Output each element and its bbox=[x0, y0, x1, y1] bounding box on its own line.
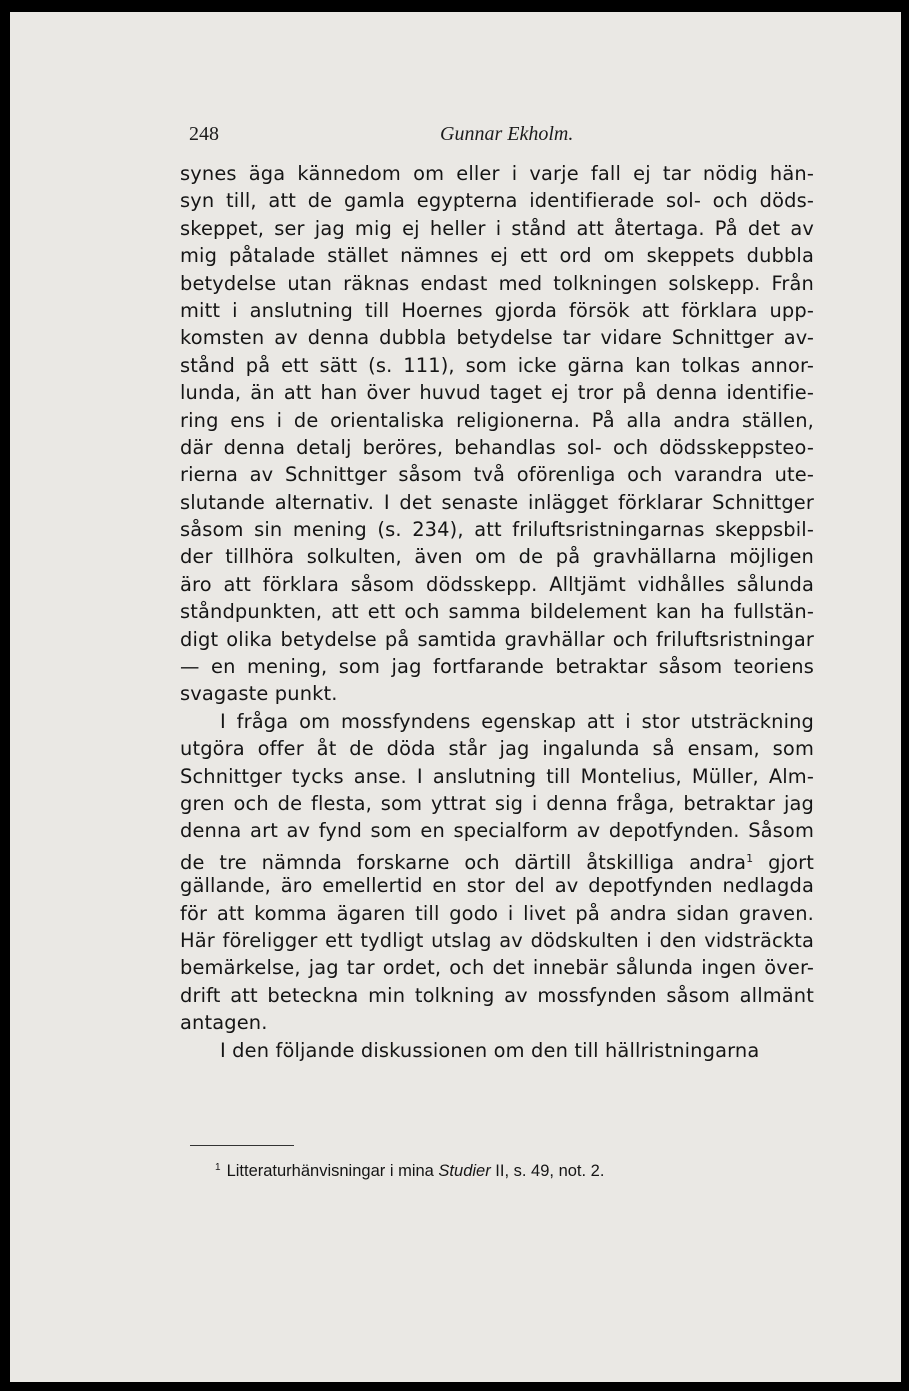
text-line-content: betydelse utan räknas endast med tolkningen solskepp. Från bbox=[180, 271, 814, 295]
text-line-content: syn till, att de gamla egypterna identifierade sol- och döds- bbox=[180, 189, 814, 213]
text-line bbox=[180, 817, 814, 844]
text-line bbox=[180, 872, 814, 899]
text-line-content: mitt i anslutning till Hoernes gjorda försök att förklara upp- bbox=[180, 298, 814, 322]
text-line-content: de tre nämnda forskarne och därtill åtskilliga andra bbox=[180, 850, 747, 874]
text-line-content: komsten av denna dubbla betydelse tar vidare Schnittger av- bbox=[180, 326, 814, 350]
text-line bbox=[180, 653, 814, 680]
text-line-content: drift att beteckna min tolkning av mossfynden såsom allmänt bbox=[180, 983, 814, 1007]
text-line bbox=[180, 379, 814, 406]
page-header bbox=[185, 117, 805, 157]
text-line-content: utgöra offer åt de döda står jag ingalunda så ensam, som bbox=[180, 737, 814, 761]
text-line-content: svagaste punkt. bbox=[180, 682, 338, 706]
text-line bbox=[180, 543, 814, 570]
text-line bbox=[180, 954, 814, 981]
footnote-marker: 1 bbox=[215, 1162, 221, 1173]
text-line bbox=[180, 242, 814, 269]
text-line bbox=[180, 680, 814, 707]
text-line bbox=[180, 982, 814, 1009]
text-line bbox=[180, 626, 814, 653]
text-line-content: såsom sin mening (s. 234), att friluftsristningarnas skeppsbil- bbox=[180, 518, 814, 542]
text-line-content: synes äga kännedom om eller i varje fall ej tar nödig hän- bbox=[180, 162, 814, 185]
text-line bbox=[180, 1037, 814, 1064]
text-line-content: digt olika betydelse på samtida gravhällar och friluftsristningar bbox=[180, 627, 814, 651]
text-line-content: denna art av fynd som en specialform av depotfynden. Såsom bbox=[180, 819, 814, 843]
text-line-content: lunda, än att han över huvud taget ej tror på denna identifie- bbox=[180, 381, 814, 405]
text-line bbox=[180, 708, 814, 735]
text-line-content: mig påtalade stället nämnes ej ett ord om skeppets dubbla bbox=[180, 244, 814, 268]
text-line-content: Schnittger tycks anse. I anslutning till Montelius, Müller, Alm- bbox=[180, 764, 814, 788]
text-line bbox=[180, 297, 814, 324]
text-line-content: där denna detalj beröres, behandlas sol- och dödsskeppsteo- bbox=[180, 435, 814, 459]
text-line bbox=[180, 900, 814, 927]
running-head: Gunnar Ekholm. bbox=[440, 123, 574, 145]
text-line bbox=[180, 352, 814, 379]
text-line-content: äro att förklara såsom dödsskepp. Alltjämt vidhålles sålunda bbox=[180, 572, 814, 596]
text-line bbox=[180, 571, 814, 598]
text-line-content: ståndpunkten, att ett och samma bildelement kan ha fullstän- bbox=[180, 600, 814, 624]
text-line-content: I fråga om mossfyndens egenskap att i stor utsträckning bbox=[220, 709, 814, 733]
text-line bbox=[180, 270, 814, 297]
text-line-tail: gjort bbox=[753, 850, 815, 874]
footnote-rule bbox=[190, 1145, 294, 1146]
text-line-content: rierna av Schnittger såsom två oförenliga och varandra ute- bbox=[180, 463, 814, 487]
text-line-content: gren och de flesta, som yttrat sig i denna fråga, betraktar jag bbox=[180, 791, 814, 815]
text-line bbox=[180, 461, 814, 488]
text-line bbox=[180, 489, 814, 516]
text-line bbox=[180, 1009, 814, 1036]
text-line bbox=[180, 845, 814, 872]
footnote-reference: 1 bbox=[746, 851, 754, 865]
text-line bbox=[180, 187, 814, 214]
text-line bbox=[180, 407, 814, 434]
text-line-content: slutande alternativ. I det senaste inlägget förklarar Schnittger bbox=[180, 490, 814, 514]
text-line bbox=[180, 516, 814, 543]
text-line-content: I den följande diskussionen om den till hällristningarna bbox=[220, 1038, 760, 1062]
text-line bbox=[180, 790, 814, 817]
book-page bbox=[10, 12, 901, 1382]
text-line-content: gällande, äro emellertid en stor del av depotfynden nedlagda bbox=[180, 874, 814, 898]
footnote bbox=[215, 1162, 604, 1181]
text-line-content: — en mening, som jag fortfarande betraktar såsom teoriens bbox=[180, 655, 814, 679]
text-line bbox=[180, 763, 814, 790]
text-line bbox=[180, 324, 814, 351]
text-line-content: Här föreligger ett tydligt utslag av dödskulten i den vidsträckta bbox=[180, 928, 814, 952]
text-line bbox=[180, 160, 814, 187]
body-text bbox=[180, 160, 814, 1064]
text-line-content: stånd på ett sätt (s. 111), som icke gärna kan tolkas annor- bbox=[180, 353, 814, 377]
footnote-text-after: II, s. 49, not. 2. bbox=[490, 1162, 605, 1180]
text-line bbox=[180, 735, 814, 762]
text-line-content: för att komma ägaren till godo i livet på andra sidan graven. bbox=[180, 901, 814, 925]
text-line bbox=[180, 215, 814, 242]
footnote-text-before: Litteraturhänvisningar i mina bbox=[226, 1162, 439, 1180]
text-line-content: bemärkelse, jag tar ordet, och det innebär sålunda ingen över- bbox=[180, 956, 814, 980]
text-line bbox=[180, 927, 814, 954]
text-line-content: der tillhöra solkulten, även om de på gravhällarna möjligen bbox=[180, 545, 814, 569]
text-line-content: ring ens i de orientaliska religionerna. På alla andra ställen, bbox=[180, 408, 814, 432]
page-number: 248 bbox=[189, 123, 219, 145]
text-line-content: antagen. bbox=[180, 1011, 268, 1035]
text-line bbox=[180, 598, 814, 625]
text-line bbox=[180, 434, 814, 461]
text-line-content: skeppet, ser jag mig ej heller i stånd att återtaga. På det av bbox=[180, 216, 814, 240]
footnote-italic-title: Studier bbox=[438, 1162, 491, 1180]
